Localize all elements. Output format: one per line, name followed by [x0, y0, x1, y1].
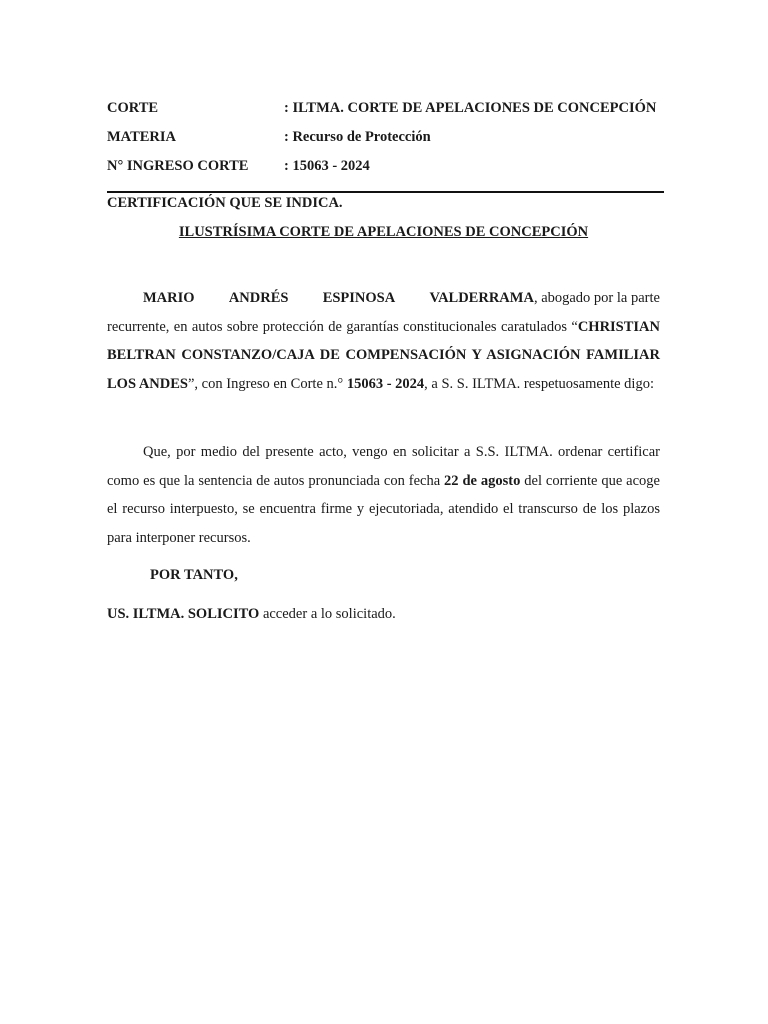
header-divider — [107, 191, 664, 193]
header-value: : ILTMA. CORTE DE APELACIONES DE CONCEPCIÓN — [284, 100, 657, 116]
header-label: CORTE — [107, 100, 159, 116]
header-label: N° INGRESO CORTE — [107, 158, 249, 174]
header-row-ingreso — [107, 152, 660, 181]
header-row-materia — [107, 123, 660, 152]
text-segment: Que, por medio del presente acto, vengo en solicitar a S.S. ILTMA. ordenar certificar como es que la sentencia de autos pronunciada con fecha — [107, 444, 660, 489]
header-row-corte — [107, 94, 660, 123]
solicito-bold: US. ILTMA. SOLICITO — [107, 606, 260, 622]
solicito-rest: acceder a lo solicitado. — [259, 606, 396, 622]
lawyer-name-word: VALDERRAMA — [429, 290, 534, 306]
case-header — [107, 94, 660, 181]
text-segment: , a S. S. ILTMA. respetuosamente digo: — [424, 375, 654, 392]
header-label: MATERIA — [107, 129, 177, 145]
paragraph-request — [107, 438, 660, 552]
lawyer-name-word: MARIO — [143, 290, 195, 306]
lawyer-name-last — [429, 284, 660, 313]
name-line — [107, 284, 660, 313]
presentation-body — [107, 313, 660, 399]
solicito-line — [107, 606, 396, 623]
case-name: CHRISTIAN BELTRAN CONSTANZO/CAJA DE COMPENSACIÓN Y ASIGNACIÓN FAMILIAR LOS ANDES — [107, 318, 660, 392]
text-segment: recurrente, en autos sobre protección de garantías constitucionales caratulados “ — [107, 318, 578, 335]
lawyer-name-word: ESPINOSA — [322, 290, 396, 306]
case-number: 15063 - 2024 — [346, 375, 425, 392]
certification-title: CERTIFICACIÓN QUE SE INDICA. — [107, 195, 343, 211]
court-title: ILUSTRÍSIMA CORTE DE APELACIONES DE CONCEPCIÓN — [178, 224, 589, 240]
header-value: : 15063 - 2024 — [284, 158, 370, 174]
por-tanto: POR TANTO, — [150, 567, 238, 583]
text-segment: ”, con Ingreso en Corte n.° — [188, 375, 347, 392]
sentence-date: 22 de agosto — [444, 472, 521, 489]
after-name-text: , abogado por la parte — [533, 290, 660, 306]
text-segment: del corriente que acoge el recurso interpuesto, se encuentra firme y ejecutoriada, atendido el transcurso de los plazos para interponer recursos. — [107, 472, 660, 546]
lawyer-name-word: ANDRÉS — [228, 290, 289, 306]
header-value: : Recurso de Protección — [284, 129, 431, 145]
paragraph-presentation — [107, 284, 660, 398]
